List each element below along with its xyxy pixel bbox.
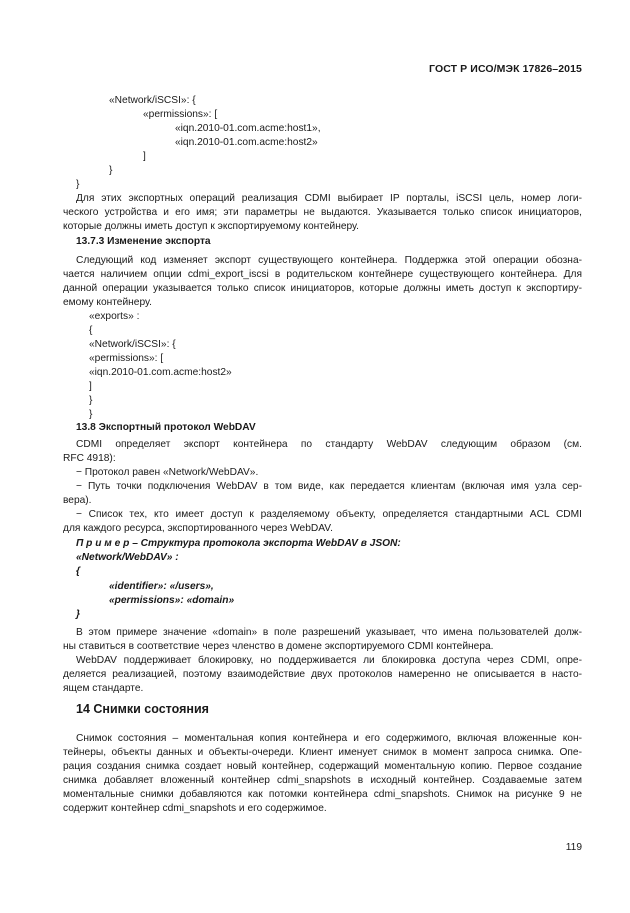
section-heading: 13.7.3 Изменение экспорта	[76, 236, 211, 247]
section-heading: 13.8 Экспортный протокол WebDAV	[76, 422, 256, 433]
paragraph-line: содержит контейнер cdmi_snapshots и его содержимое.	[63, 803, 327, 814]
code-line: «permissions»: [	[143, 109, 218, 120]
paragraph-line: деляется реализацией, поэтому взаимодействие двух протоколов намеренно не описывается в насто-	[63, 669, 582, 680]
code-line: }	[76, 179, 80, 190]
code-line: «Network/iSCSI»: {	[109, 95, 196, 106]
code-line: «permissions»: «domain»	[109, 595, 235, 606]
paragraph-line: WebDAV поддерживает блокировку, но поддерживается ли блокировка доступа через CDMI, опре-	[76, 655, 582, 666]
code-line: «iqn.2010-01.com.acme:host1»,	[175, 123, 321, 134]
list-item: вера).	[63, 495, 92, 506]
code-line: ]	[143, 151, 146, 162]
code-line: «Network/WebDAV» :	[76, 552, 179, 563]
paragraph-line: RFC 4918):	[63, 453, 116, 464]
paragraph-line: тейнеры, объекты данных и объекты-очереди. Клиент именует снимок в момент запроса снимка. Опе-	[63, 747, 582, 758]
page-number: 119	[565, 842, 582, 853]
example-label: П р и м е р	[76, 538, 130, 549]
code-line: }	[89, 409, 93, 420]
code-line: «Network/iSCSI»: {	[89, 339, 176, 350]
paragraph-line: ящем стандарте.	[63, 683, 144, 694]
code-line: {	[76, 566, 80, 577]
code-line: ]	[89, 381, 92, 392]
example-caption	[76, 537, 401, 550]
code-line: «iqn.2010-01.com.acme:host2»	[175, 137, 318, 148]
paragraph-line: данной операции указывается только список инициаторов, которые должны иметь доступ к экспортиру-	[63, 283, 582, 294]
paragraph-line: которые должны иметь доступ к экспортируемому контейнеру.	[63, 221, 359, 232]
code-line: «identifier»: «/users»,	[109, 581, 214, 592]
code-line: «iqn.2010-01.com.acme:host2»	[89, 367, 232, 378]
paragraph-line: снимка добавляет вложенный контейнер cdmi_snapshots в исходный контейнер. Создаваемые затем	[63, 775, 582, 786]
code-line: }	[109, 165, 113, 176]
list-item: − Путь точки подключения WebDAV в том виде, как передается клиентам (включая имя узла сер-	[76, 481, 582, 492]
list-item: для каждого ресурса, экспортированного через WebDAV.	[63, 523, 333, 534]
code-line: }	[76, 609, 80, 620]
paragraph-line: моментальные снимки добавляются как потомки контейнера cdmi_snapshots. Снимок на рисунке 9 не	[63, 789, 582, 800]
paragraph-line: Снимок состояния – моментальная копия контейнера и его содержимого, включая вложенные кон-	[76, 733, 582, 744]
paragraph-line: ческого устройства и его имя; эти параметры не выдаются. Указывается только список инициаторов,	[63, 207, 582, 218]
paragraph-line: Для этих экспортных операций реализация CDMI выбирает IP порталы, iSCSI цель, номер логи-	[76, 193, 582, 204]
paragraph-line: рация создания снимка создает новый контейнер, содержащий моментальную копию. Первое создание	[63, 761, 582, 772]
code-line: «permissions»: [	[89, 353, 164, 364]
code-line: }	[89, 395, 93, 406]
paragraph-line: емому контейнеру.	[63, 297, 152, 308]
paragraph-line: CDMI определяет экспорт контейнера по стандарту WebDAV следующим образом (см.	[76, 439, 582, 450]
example-title: – Структура протокола экспорта WebDAV в JSON:	[129, 538, 401, 549]
list-item: − Протокол равен «Network/WebDAV».	[76, 467, 259, 478]
list-item: − Список тех, кто имеет доступ к разделяемому объекту, определяется стандартными ACL CDMI	[76, 509, 582, 520]
code-line: {	[89, 325, 93, 336]
paragraph-line: Следующий код изменяет экспорт существующего контейнера. Поддержка этой операции обозна-	[76, 255, 582, 266]
paragraph-line: ны ставиться в соответствие через членство в домене экспортируемого CDMI контейнера.	[63, 641, 494, 652]
paragraph-line: чается наличием опции cdmi_export_iscsi в родительском контейнере существующего контейнера. Для	[63, 269, 582, 280]
code-line: «exports» :	[89, 311, 140, 322]
chapter-heading: 14 Снимки состояния	[76, 702, 209, 716]
paragraph-line: В этом примере значение «domain» в поле разрешений указывает, что имена пользователей долж-	[76, 627, 582, 638]
document-header: ГОСТ Р ИСО/МЭК 17826–2015	[429, 63, 582, 75]
